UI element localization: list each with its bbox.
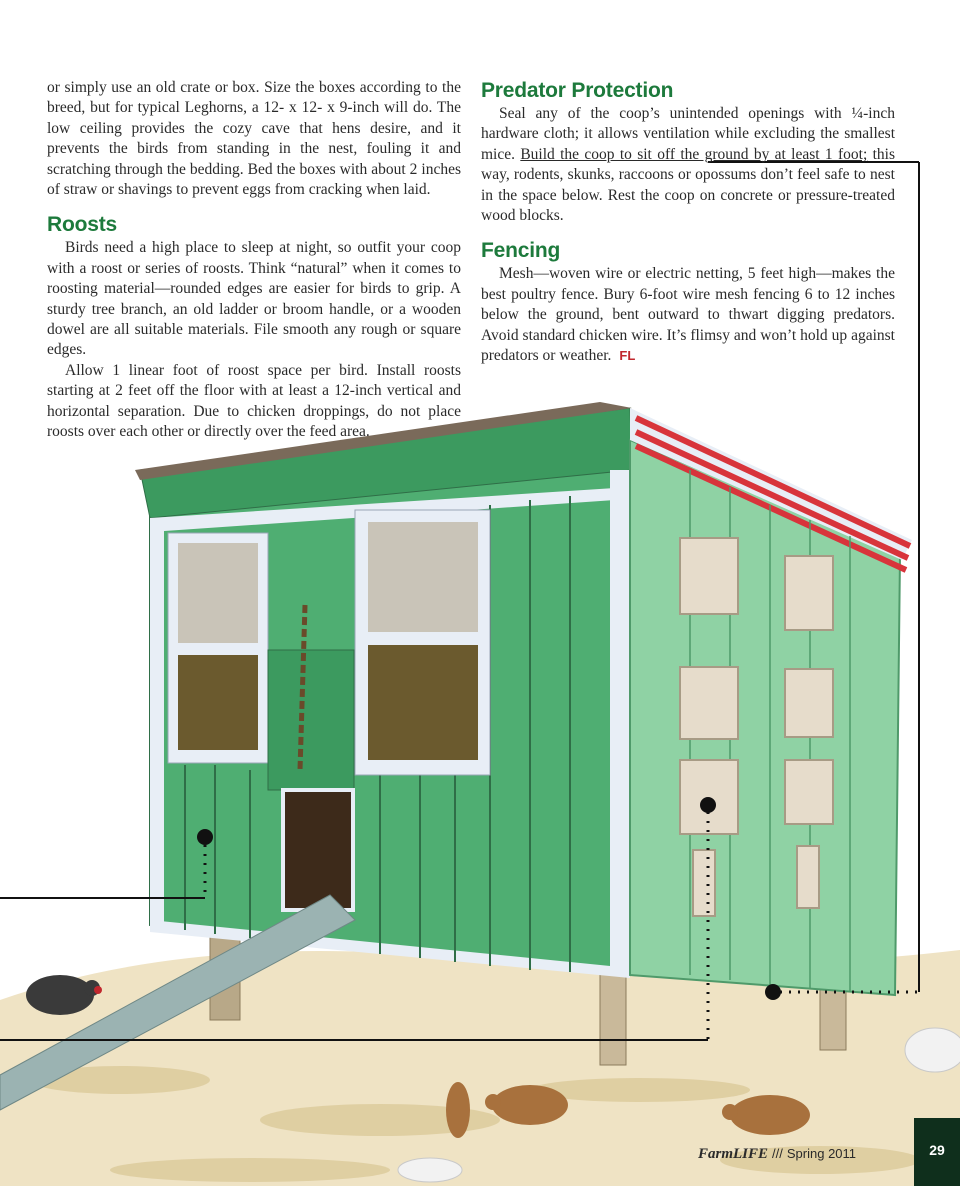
footer-separator: /// bbox=[772, 1146, 783, 1161]
fencing-heading: Fencing bbox=[481, 239, 561, 263]
predator-text-b: this way, rodents, skunks, raccoons or opossums don’t feel safe to nest in the space below. Rest the coop on concrete or pressure-treated wood blocks. bbox=[481, 145, 895, 225]
predator-protection-heading: Predator Protection bbox=[481, 79, 674, 102]
page-footer bbox=[698, 1146, 856, 1163]
predator-text-a: Seal any of the coop’s unintended openings with ¼-inch hardware cloth; it allows ventilation while excluding the smallest mice. bbox=[481, 105, 895, 163]
page-number: 29 bbox=[929, 1142, 945, 1158]
magazine-brand: FarmLIFE bbox=[698, 1146, 769, 1162]
roosts-paragraph-2: Allow 1 linear foot of roost space per bird. Install roosts starting at 2 feet off the floor with at least a 12-inch vertical and horizontal separation. Due to chicken droppings, do not place roosts over each other or directly over the feed area. bbox=[47, 361, 461, 441]
left-column bbox=[47, 78, 461, 443]
fencing-paragraph bbox=[481, 264, 895, 366]
roosts-heading: Roosts bbox=[47, 213, 117, 237]
right-column bbox=[481, 78, 895, 366]
fencing-text: Mesh—woven wire or electric netting, 5 feet high—makes the best poultry fence. Bury 6-foot wire mesh fencing 6 to 12 inches below the ground, bent outward to thwart digging predators. Avoid standard chicken wire. It’s flimsy and won’t hold up against predators or weather. bbox=[481, 265, 895, 365]
end-mark: FL bbox=[619, 348, 636, 364]
issue-date: Spring 2011 bbox=[786, 1146, 857, 1161]
roosts-paragraph-1: Birds need a high place to sleep at night, so outfit your coop with a roost or series of roosts. Think “natural” when it comes to roosting material—rounded edges are easier for birds to grip. A sturdy tree branch, an old ladder or broom handle, or a wooden dowel are all suitable materials. File smooth any rough or square edges. bbox=[47, 239, 461, 359]
nest-box-paragraph: or simply use an old crate or box. Size the boxes according to the breed, but for typical Leghorns, a 12- x 12- x 9-inch will do. The low ceiling provides the cozy cave that hens desire, and it prevents the birds from standing in the nest, fouling it and scratching through the bedding. Bed the boxes with about 2 inches of straw or shavings to prevent eggs from cracking when laid. bbox=[47, 79, 461, 199]
predator-protection-paragraph bbox=[481, 104, 895, 226]
predator-text-underlined: Build the coop to sit off the ground by at least 1 foot; bbox=[520, 145, 868, 163]
